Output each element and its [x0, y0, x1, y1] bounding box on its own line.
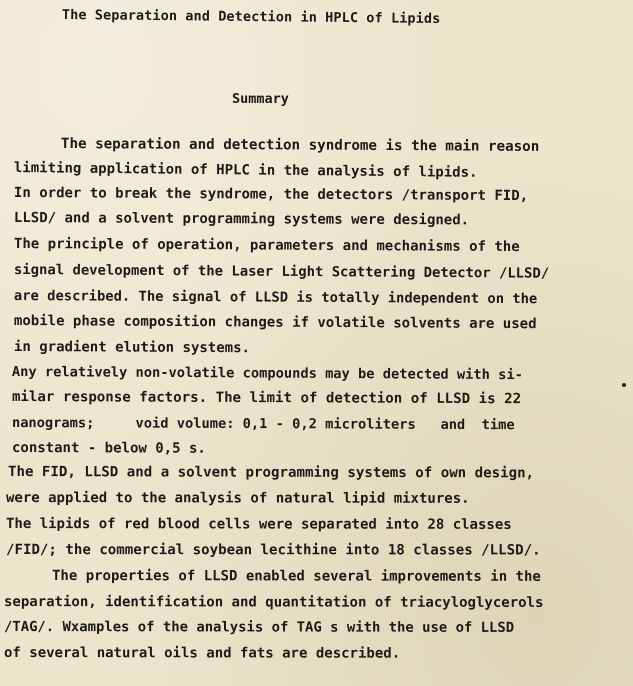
body-line: /TAG/. Wxamples of the analysis of TAG s with the use of LLSD [3, 619, 515, 636]
body-line: in gradient elution systems. [13, 339, 251, 357]
body-line: mobile phase composition changes if volatile solvents are used [13, 313, 537, 333]
body-line: signal development of the Laser Light Scattering Detector /LLSD/ [13, 262, 550, 282]
body-line: /FID/; the commercial soybean lecithine into 18 classes /LLSD/. [5, 542, 541, 559]
body-line: Any relatively non-volatile compounds may be detected with si- [11, 364, 523, 384]
body-line: The FID, LLSD and a solvent programming systems of own design, [7, 464, 535, 482]
body-line: are described. The signal of LLSD is totally independent on the [13, 288, 538, 308]
body-line: of several natural oils and fats are described. [3, 645, 401, 662]
body-line: limiting application of HPLC in the analysis of lipids. [13, 160, 478, 181]
body-line: The lipids of red blood cells were separated into 28 classes [5, 516, 512, 533]
body-line: In order to break the syndrome, the detectors /transport FID, [13, 185, 529, 205]
body-line: were applied to the analysis of natural lipid mixtures. [5, 490, 470, 507]
body-line: separation, identification and quantitation of triacyloglycerols [3, 594, 544, 611]
ink-dot [622, 383, 626, 387]
body-line: The properties of LLSD enabled several improvements in the [51, 568, 541, 585]
body-line: LLSD/ and a solvent programming systems were designed. [13, 210, 470, 229]
body-line: The principle of operation, parameters and mechanisms of the [13, 236, 520, 256]
body-line: The separation and detection syndrome is the main reason [60, 136, 540, 155]
body-line: milar response factors. The limit of detection of LLSD is 22 [11, 389, 522, 408]
body-line: nanograms; void volume: 0,1 - 0,2 microliters and time [11, 415, 515, 434]
document-title: The Separation and Detection in HPLC of Lipids [61, 7, 441, 27]
summary-heading: Summary [232, 91, 289, 107]
body-line: constant - below 0,5 s. [11, 440, 206, 457]
